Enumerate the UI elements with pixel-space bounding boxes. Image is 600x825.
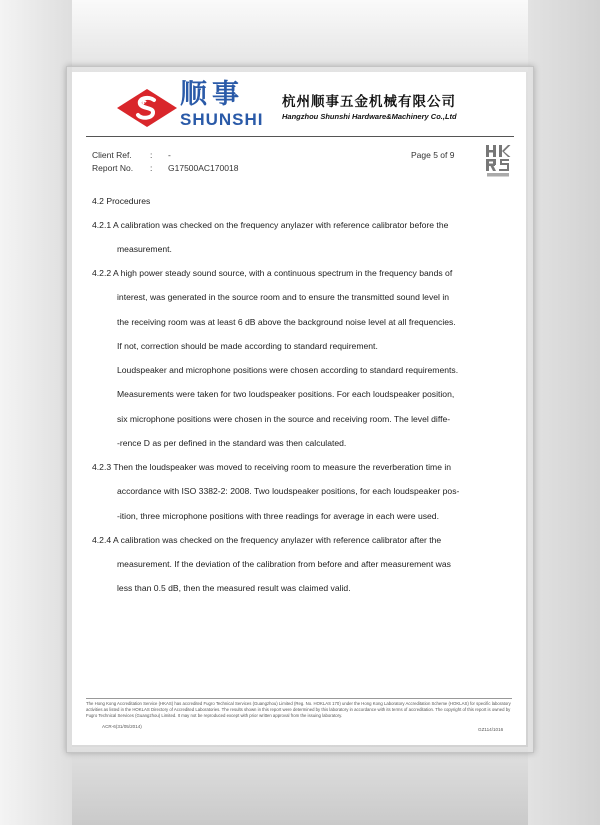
procedure-line: less than 0.5 dB, then the measured result was claimed valid. [117, 583, 351, 593]
document-code: GZ114/1016 [478, 727, 504, 732]
accreditation-disclaimer: The Hong Kong Accreditation Service (HKAS) has accredited Fugro Technical Services (Guangzhou) Limited (Reg. No. HOKLAS 170) under the Hong Kong Laboratory Accreditation Scheme (HOKLAS) for specific laboratory activities as listed in the HOKLAS Directory of Accredited Laboratories. The results shown in this report were determined by this laboratory in accordance with its terms of accreditation. The copyright of this report is owned by Fugro Technical Services (Guangzhou) Limited. It may not be reproduced except with prior written approval from the issuing laboratory. [86, 701, 511, 718]
frame-right [528, 0, 600, 825]
client-ref-label: Client Ref. [92, 150, 132, 160]
shunshi-logo-icon [116, 88, 178, 128]
procedure-line: -ition, three microphone positions with three readings for average in each were used. [117, 511, 439, 521]
procedure-line: 4.2.1 A calibration was checked on the frequency anylazer with reference calibrator before the [92, 220, 449, 230]
company-english-name: Hangzhou Shunshi Hardware&Machinery Co.,Ltd [282, 112, 457, 121]
brand-english-name: SHUNSHI [180, 110, 264, 129]
brand-chinese-name: 顺事 [180, 79, 244, 110]
frame-left [0, 0, 72, 825]
footer-divider [86, 698, 512, 699]
report-no-separator: : [150, 163, 153, 173]
form-code: ACR-6(31/05/2014) [102, 724, 142, 729]
procedure-line: -rence D as per defined in the standard was then calculated. [117, 438, 347, 448]
report-no-label: Report No. [92, 163, 134, 173]
report-no-value: G17500AC170018 [168, 163, 239, 173]
procedure-line: interest, was generated in the source room and to ensure the transmitted sound level in [117, 292, 450, 302]
procedure-line: measurement. [117, 244, 172, 254]
report-page [72, 72, 526, 745]
frame-top [0, 0, 600, 72]
procedure-line: six microphone positions were chosen in the source and receiving room. The level diffe- [117, 414, 451, 424]
procedure-line: the receiving room was at least 6 dB above the background noise level at all frequencies. [117, 317, 456, 327]
hoklas-accreditation-mark-icon [485, 144, 511, 180]
procedure-line: 4.2.2 A high power steady sound source, with a continuous spectrum in the frequency bands of [92, 268, 453, 278]
procedure-line: 4.2.3 Then the loudspeaker was moved to receiving room to measure the reverberation time in [92, 462, 452, 472]
page-number: Page 5 of 9 [411, 150, 455, 160]
procedure-line: accordance with ISO 3382-2: 2008. Two loudspeaker positions, for each loudspeaker pos- [117, 486, 460, 496]
client-ref-value: - [168, 150, 171, 160]
header-divider [86, 136, 514, 137]
frame-bottom [0, 747, 600, 825]
procedure-line: Loudspeaker and microphone positions were chosen according to standard requirements. [117, 365, 459, 375]
company-chinese-name: 杭州顺事五金机械有限公司 [282, 94, 456, 109]
procedure-line: If not, correction should be made according to standard requirement. [117, 341, 378, 351]
procedure-line: measurement. If the deviation of the calibration from before and after measurement was [117, 559, 451, 569]
client-ref-separator: : [150, 150, 153, 160]
procedure-line: Measurements were taken for two loudspeaker positions. For each loudspeaker position, [117, 389, 455, 399]
procedure-line: 4.2.4 A calibration was checked on the frequency anylazer with reference calibrator after the [92, 535, 442, 545]
section-heading: 4.2 Procedures [92, 196, 151, 206]
